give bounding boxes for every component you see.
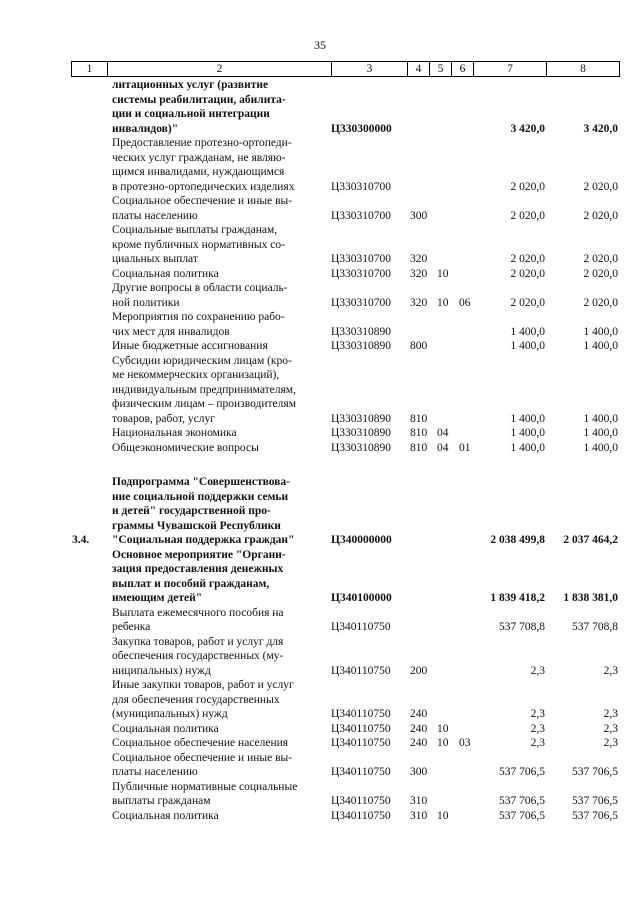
row-value-1: 1 400,0: [510, 441, 545, 454]
row-value-2: 3 420,0: [583, 122, 618, 135]
row-description: [112, 606, 324, 635]
table-row: [0, 136, 640, 194]
header-col-6: 6: [452, 62, 474, 76]
table-row: [0, 194, 640, 223]
description-line: ной политики: [112, 296, 180, 309]
description-line: ческих услуг гражданам, не являю-: [112, 151, 286, 164]
description-line: товаров, работ, услуг: [112, 412, 215, 425]
description-line: системы реабилитации, абилита-: [112, 93, 286, 106]
row-value-1: 2 038 499,8: [490, 534, 545, 546]
row-value-2: 2,3: [603, 722, 618, 735]
row-code: Ц330300000: [331, 122, 392, 135]
row-vr: 300: [410, 209, 428, 222]
description-line: ме некоммерческих организаций),: [112, 369, 280, 381]
row-description: [112, 281, 324, 310]
row-vr: 200: [410, 664, 428, 677]
page-number: 35: [314, 38, 326, 52]
row-vr: 240: [410, 708, 428, 720]
description-line: Публичные нормативные социальные: [112, 780, 298, 793]
table-row: [0, 78, 640, 136]
table-row: [0, 780, 640, 809]
table-row: [0, 751, 640, 780]
row-value-1: 1 839 418,2: [490, 592, 545, 604]
row-number: 3.4.: [72, 534, 90, 546]
row-vr: 810: [410, 441, 428, 454]
row-pr: 01: [459, 441, 471, 454]
row-rz: 10: [437, 267, 449, 280]
description-line: литационных услуг (развитие: [112, 79, 269, 91]
table-row: [0, 475, 640, 548]
row-code: Ц330310890: [331, 427, 392, 439]
row-vr: 800: [410, 340, 428, 352]
row-value-1: 1 400,0: [510, 340, 545, 352]
row-description: [112, 194, 324, 223]
row-code: Ц330310700: [331, 267, 392, 280]
row-value-1: 2,3: [530, 664, 545, 677]
description-line: инвалидов)": [112, 122, 179, 135]
row-description: [112, 548, 324, 606]
row-code: Ц330310890: [331, 412, 392, 425]
description-line: Подпрограмма "Совершенствова-: [112, 476, 290, 488]
table-row: [0, 736, 640, 751]
description-line: Иные бюджетные ассигнования: [112, 340, 268, 352]
row-description: [112, 339, 324, 354]
row-code: Ц340000000: [331, 534, 392, 546]
row-vr: 320: [410, 267, 428, 280]
row-rz: 10: [437, 737, 449, 749]
row-code: Ц340110750: [331, 766, 391, 778]
header-col-7: 7: [474, 62, 547, 76]
description-line: граммы Чувашской Республики: [112, 519, 281, 532]
row-rz: 10: [437, 809, 449, 822]
row-description: [112, 809, 324, 824]
description-line: физическим лицам – производителям: [112, 398, 296, 410]
description-line: для обеспечения государственных: [112, 693, 280, 706]
row-value-1: 2,3: [530, 722, 545, 735]
description-line: платы населению: [112, 209, 198, 222]
description-line: Другие вопросы в области социаль-: [112, 282, 288, 294]
table-body: [0, 78, 640, 823]
row-value-2: 2 020,0: [583, 253, 618, 265]
row-description: [112, 354, 324, 427]
description-line: Социальная политика: [112, 722, 219, 735]
row-description: [112, 136, 324, 194]
row-value-2: 2 020,0: [583, 296, 618, 309]
description-line: Выплата ежемесячного пособия на: [112, 606, 284, 619]
description-line: выплаты гражданам: [112, 795, 211, 807]
table-row: [0, 426, 640, 441]
description-line: Социальное обеспечение и иные вы-: [112, 195, 293, 207]
description-line: индивидуальным предпринимателям,: [112, 383, 296, 396]
row-rz: 10: [437, 296, 449, 309]
row-description: [112, 475, 324, 548]
row-value-2: 1 400,0: [583, 340, 618, 352]
description-line: имеющим детей": [112, 592, 203, 604]
row-value-1: 2,3: [530, 708, 545, 720]
row-code: Ц330310700: [331, 209, 392, 222]
row-description: [112, 751, 324, 780]
row-rz: 10: [437, 722, 449, 735]
row-value-2: 2,3: [603, 664, 618, 677]
description-line: зация предоставления денежных: [112, 563, 284, 575]
description-line: Социальная политика: [112, 267, 219, 280]
description-line: Субсидии юридическим лицам (кро-: [112, 354, 292, 367]
table-row: [0, 310, 640, 339]
header-col-1: 1: [72, 62, 108, 76]
row-value-2: 1 838 381,0: [563, 592, 618, 604]
table-row: [0, 809, 640, 824]
row-value-2: 2,3: [603, 737, 618, 749]
row-value-2: 537 706,5: [572, 795, 618, 807]
row-value-1: 537 708,8: [499, 621, 545, 633]
description-line: циальных выплат: [112, 253, 198, 265]
row-value-1: 537 706,5: [499, 809, 545, 822]
row-value-1: 2 020,0: [510, 267, 545, 280]
table-row: [0, 678, 640, 722]
row-pr: 03: [459, 737, 471, 749]
table-header: [71, 61, 620, 77]
table-row: [0, 223, 640, 267]
row-rz: 04: [437, 427, 449, 439]
row-value-1: 537 706,5: [499, 795, 545, 807]
row-vr: 810: [410, 412, 428, 425]
row-vr: 810: [410, 427, 428, 439]
row-value-2: 2 037 464,2: [563, 534, 618, 546]
description-line: чих мест для инвалидов: [112, 325, 230, 338]
row-description: [112, 223, 324, 267]
row-value-2: 537 706,5: [572, 809, 618, 822]
row-code: Ц340110750: [331, 621, 391, 633]
description-line: ниципальных) нужд: [112, 664, 211, 677]
row-value-1: 537 706,5: [499, 766, 545, 778]
row-value-2: 537 706,5: [572, 766, 618, 778]
description-line: Мероприятия по сохранению рабо-: [112, 311, 285, 323]
row-value-1: 2 020,0: [510, 296, 545, 309]
row-description: [112, 722, 324, 737]
row-vr: 320: [410, 253, 428, 265]
table-row: [0, 354, 640, 427]
row-vr: 320: [410, 296, 428, 309]
row-value-2: 1 400,0: [583, 412, 618, 425]
row-description: [112, 267, 324, 282]
description-line: платы населению: [112, 766, 198, 778]
header-col-4: 4: [408, 62, 430, 76]
description-line: (муниципальных) нужд: [112, 708, 228, 720]
row-value-1: 3 420,0: [510, 122, 545, 135]
row-code: Ц330310890: [331, 325, 392, 338]
row-code: Ц340110750: [331, 809, 391, 822]
row-value-1: 2,3: [530, 737, 545, 749]
description-line: Иные закупки товаров, работ и услуг: [112, 679, 294, 691]
row-vr: 310: [410, 795, 428, 807]
row-description: [112, 310, 324, 339]
row-code: Ц340110750: [331, 795, 391, 807]
row-value-2: 2 020,0: [583, 209, 618, 222]
description-line: и детей" государственной про-: [112, 505, 271, 517]
description-line: Социальные выплаты гражданам,: [112, 224, 278, 236]
table-row: [0, 339, 640, 354]
row-value-2: 537 708,8: [572, 621, 618, 633]
description-line: Предоставление протезно-ортопеди-: [112, 137, 292, 149]
description-line: ние социальной поддержки семьи: [112, 490, 289, 503]
description-line: Общеэкономические вопросы: [112, 441, 259, 454]
table-row: [0, 635, 640, 679]
table-row: [0, 441, 640, 456]
description-line: обеспечения государственных (му-: [112, 650, 284, 662]
header-col-8: 8: [580, 63, 586, 75]
description-line: Национальная экономика: [112, 427, 237, 439]
row-code: Ц340110750: [331, 722, 391, 735]
row-vr: 240: [410, 737, 428, 749]
row-value-1: 2 020,0: [510, 209, 545, 222]
description-line: щимся инвалидами, нуждающимся: [112, 166, 285, 178]
row-description: [112, 635, 324, 679]
row-value-1: 2 020,0: [510, 253, 545, 265]
row-description: [112, 441, 324, 456]
row-code: Ц330310700: [331, 180, 392, 193]
row-value-1: 1 400,0: [510, 412, 545, 425]
row-pr: 06: [459, 296, 471, 309]
header-col-2: 2: [108, 62, 332, 76]
table-row: [0, 548, 640, 606]
table-row: [0, 606, 640, 635]
row-value-1: 2 020,0: [510, 180, 545, 193]
row-description: [112, 678, 324, 722]
row-vr: 300: [410, 766, 428, 778]
row-value-2: 1 400,0: [583, 325, 618, 338]
row-description: [112, 426, 324, 441]
description-line: ции и социальной интеграции: [112, 108, 270, 120]
row-value-2: 1 400,0: [583, 441, 618, 454]
row-description: [112, 736, 324, 751]
row-value-1: 1 400,0: [510, 325, 545, 338]
row-value-2: 2,3: [603, 708, 618, 720]
header-col-5: 5: [430, 62, 452, 76]
row-code: Ц340110750: [331, 664, 391, 677]
description-line: в протезно-ортопедических изделиях: [112, 180, 295, 193]
row-code: Ц340110750: [331, 737, 391, 749]
header-col-3: 3: [332, 62, 408, 76]
description-line: Закупка товаров, работ и услуг для: [112, 635, 284, 648]
row-code: Ц340100000: [331, 592, 392, 604]
description-line: Основное мероприятие "Органи-: [112, 548, 286, 561]
row-code: Ц330310700: [331, 296, 392, 309]
row-rz: 04: [437, 441, 449, 454]
row-code: Ц330310890: [331, 441, 392, 454]
row-description: [112, 78, 324, 136]
row-value-2: 2 020,0: [583, 267, 618, 280]
description-line: ребенка: [112, 621, 151, 633]
row-value-1: 1 400,0: [510, 427, 545, 439]
description-line: Социальное обеспечение и иные вы-: [112, 751, 293, 764]
description-line: Социальная политика: [112, 809, 219, 822]
row-description: [112, 780, 324, 809]
row-code: Ц340110750: [331, 708, 391, 720]
row-vr: 310: [410, 809, 428, 822]
description-line: выплат и пособий гражданам,: [112, 577, 270, 590]
table-row: [0, 281, 640, 310]
row-value-2: 2 020,0: [583, 180, 618, 193]
row-code: Ц330310890: [331, 340, 392, 352]
row-value-2: 1 400,0: [583, 427, 618, 439]
table-row: [0, 722, 640, 737]
description-line: "Социальная поддержка граждан": [112, 534, 295, 546]
description-line: Социальное обеспечение населения: [112, 737, 289, 749]
row-code: Ц330310700: [331, 253, 392, 265]
row-vr: 240: [410, 722, 428, 735]
description-line: кроме публичных нормативных со-: [112, 238, 285, 251]
table-row: [0, 267, 640, 282]
